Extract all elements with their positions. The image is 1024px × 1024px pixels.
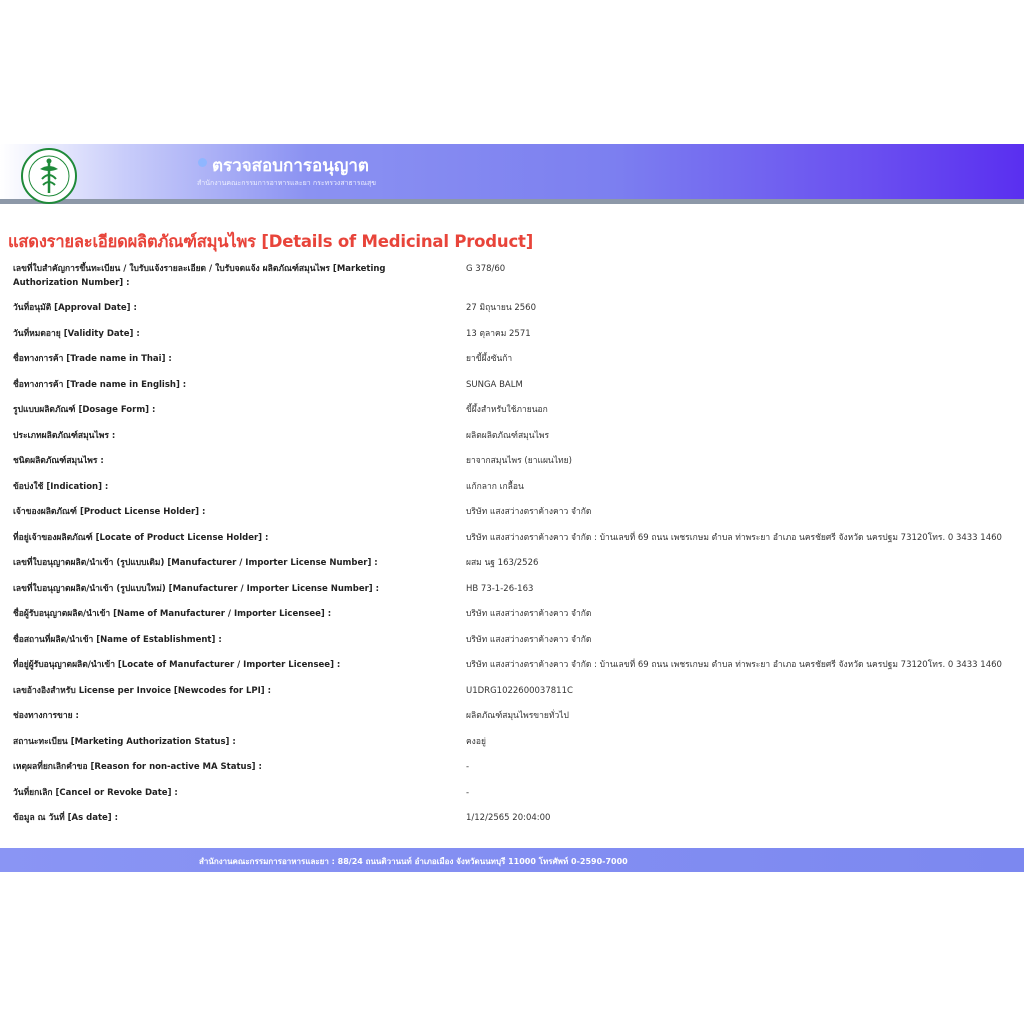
detail-value: ยาขี้ผึ้งซันก้า bbox=[466, 354, 513, 364]
detail-label: ประเภทผลิตภัณฑ์สมุนไพร : bbox=[13, 431, 116, 441]
site-subtitle: สำนักงานคณะกรรมการอาหารและยา กระทรวงสาธารณสุข bbox=[197, 179, 377, 187]
detail-label: เหตุผลที่ยกเลิกคำขอ [Reason for non-active MA Status] : bbox=[13, 762, 262, 772]
detail-value: HB 73-1-26-163 bbox=[466, 584, 534, 594]
detail-value: บริษัท แสงสว่างตราค้างคาว จำกัด : บ้านเลขที่ 69 ถนน เพชรเกษม ตำบล ท่าพระยา อำเภอ นครชัยศรี จังหวัด นครปฐม 73120โทร. 0 3433 1460 bbox=[466, 533, 1002, 543]
site-header bbox=[0, 144, 1024, 199]
detail-label: ข้อมูล ณ วันที่ [As date] : bbox=[13, 813, 119, 823]
detail-value: ผสม นฐ 163/2526 bbox=[466, 558, 539, 568]
detail-label: ที่อยู่เจ้าของผลิตภัณฑ์ [Locate of Product License Holder] : bbox=[13, 533, 269, 543]
title-bullet-icon bbox=[198, 158, 207, 167]
detail-label: ช่องทางการขาย : bbox=[13, 711, 79, 721]
detail-label: ชื่อผู้รับอนุญาตผลิต/นำเข้า [Name of Manufacturer / Importer Licensee] : bbox=[13, 609, 332, 619]
detail-value: ยาจากสมุนไพร (ยาแผนไทย) bbox=[466, 456, 572, 466]
detail-value: บริษัท แสงสว่างตราค้างคาว จำกัด : บ้านเลขที่ 69 ถนน เพชรเกษม ตำบล ท่าพระยา อำเภอ นครชัยศรี จังหวัด นครปฐม 73120โทร. 0 3433 1460 bbox=[466, 660, 1002, 670]
detail-label: เลขที่ใบอนุญาตผลิต/นำเข้า (รูปแบบใหม่) [Manufacturer / Importer License Number] : bbox=[13, 584, 380, 594]
detail-value: ขี้ผึ้งสำหรับใช้ภายนอก bbox=[466, 405, 548, 415]
detail-value: - bbox=[466, 762, 470, 772]
detail-label: รูปแบบผลิตภัณฑ์ [Dosage Form] : bbox=[13, 405, 156, 415]
detail-label: ชื่อสถานที่ผลิต/นำเข้า [Name of Establishment] : bbox=[13, 635, 222, 645]
detail-value: - bbox=[466, 788, 470, 798]
detail-label: ที่อยู่ผู้รับอนุญาตผลิต/นำเข้า [Locate of Manufacturer / Importer Licensee] : bbox=[13, 660, 341, 670]
detail-value: บริษัท แสงสว่างตราค้างคาว จำกัด bbox=[466, 609, 592, 619]
detail-value: SUNGA BALM bbox=[466, 380, 523, 390]
detail-value: G 378/60 bbox=[466, 264, 506, 274]
detail-value: แก้กลาก เกลื้อน bbox=[466, 482, 524, 492]
detail-label: เลขที่ใบอนุญาตผลิต/นำเข้า (รูปแบบเดิม) [Manufacturer / Importer License Number] : bbox=[13, 558, 378, 568]
site-title: ตรวจสอบการอนุญาต bbox=[212, 156, 369, 176]
detail-value: ผลิตภัณฑ์สมุนไพรขายทั่วไป bbox=[466, 711, 569, 721]
detail-label: ข้อบ่งใช้ [Indication] : bbox=[13, 482, 109, 492]
detail-value: บริษัท แสงสว่างตราค้างคาว จำกัด bbox=[466, 507, 592, 517]
detail-value: U1DRG1022600037811C bbox=[466, 686, 573, 696]
detail-label: วันที่หมดอายุ [Validity Date] : bbox=[13, 329, 140, 339]
detail-label: วันที่อนุมัติ [Approval Date] : bbox=[13, 303, 137, 313]
header-divider bbox=[0, 199, 1024, 204]
detail-label: เจ้าของผลิตภัณฑ์ [Product License Holder] : bbox=[13, 507, 206, 517]
detail-label: วันที่ยกเลิก [Cancel or Revoke Date] : bbox=[13, 788, 178, 798]
detail-value: ผลิตผลิตภัณฑ์สมุนไพร bbox=[466, 431, 550, 441]
detail-value: บริษัท แสงสว่างตราค้างคาว จำกัด bbox=[466, 635, 592, 645]
detail-label: ชื่อทางการค้า [Trade name in English] : bbox=[13, 380, 187, 390]
ministry-of-public-health-emblem-icon bbox=[16, 147, 82, 205]
detail-value: 13 ตุลาคม 2571 bbox=[466, 329, 531, 339]
footer-address: สำนักงานคณะกรรมการอาหารและยา : 88/24 ถนนติวานนท์ อำเภอเมือง จังหวัดนนทบุรี 11000 โทรศัพท์ 0-2590-7000 bbox=[199, 857, 628, 866]
detail-value: 1/12/2565 20:04:00 bbox=[466, 813, 551, 823]
detail-label: ชื่อทางการค้า [Trade name in Thai] : bbox=[13, 354, 172, 364]
detail-label: ชนิดผลิตภัณฑ์สมุนไพร : bbox=[13, 456, 104, 466]
detail-value: คงอยู่ bbox=[466, 737, 486, 747]
detail-value: 27 มิถุนายน 2560 bbox=[466, 303, 536, 313]
detail-label: เลขอ้างอิงสำหรับ License per Invoice [Newcodes for LPI] : bbox=[13, 686, 272, 696]
page-heading: แสดงรายละเอียดผลิตภัณฑ์สมุนไพร [Details of Medicinal Product] bbox=[8, 232, 534, 251]
detail-label: สถานะทะเบียน [Marketing Authorization Status] : bbox=[13, 737, 236, 747]
detail-label: เลขที่ใบสำคัญการขึ้นทะเบียน / ใบรับแจ้งรายละเอียด / ใบรับจดแจ้ง ผลิตภัณฑ์สมุนไพร [Marketing Authorization Number] : bbox=[13, 264, 386, 288]
